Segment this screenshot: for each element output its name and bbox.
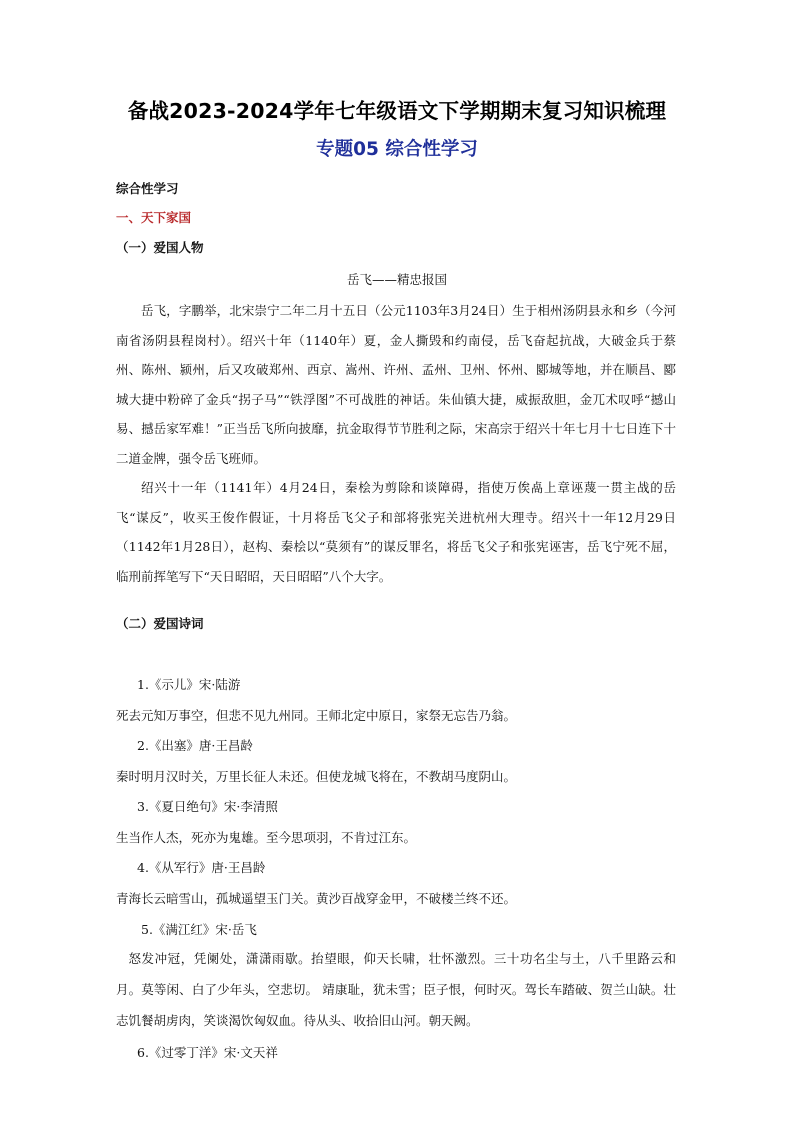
poem-text-block [116, 943, 676, 1036]
paragraph: 岳飞，字鹏举，北宋崇宁二年二月十五日（公元1103年3月24日）生于相州汤阴县永和乡（今河南省汤阴县程岗村）。绍兴十年（1140年）夏，金人撕毁和约南侵，岳飞奋起抗战，大破金兵于蔡州、陈州、颍州，后又攻破郑州、西京、嵩州、许州、孟州、卫州、怀州、郾城等地，并在顺昌、郾城大捷中粉碎了金兵“拐子马”“铁浮图”不可战胜的神话。朱仙镇大捷，威振敌胆，金兀术叹呼“撼山易、撼岳家军难！”正当岳飞所向披靡，抗金取得节节胜利之际，宋高宗于绍兴十年七月十七日连下十二道金牌，强令岳飞班师。 [116, 303, 676, 466]
document-title: 备战2023-2024学年七年级语文下学期期末复习知识梳理 [127, 99, 667, 123]
poem-title: 4.《从军行》唐·王昌龄 [137, 860, 266, 875]
poem-text: 生当作人杰，死亦为鬼雄。至今思项羽，不肯过江东。 [116, 830, 417, 845]
poem-title: 1.《示儿》宋·陆游 [137, 677, 241, 692]
poem-text: 青海长云暗雪山，孤城遥望玉门关。黄沙百战穿金甲，不破楼兰终不还。 [116, 891, 517, 906]
poem-title: 6.《过零丁洋》宋·文天祥 [137, 1045, 278, 1060]
subheading-patriotic-figures: （一）爱国人物 [116, 240, 204, 255]
poem-text: 死去元知万事空，但悲不见九州同。王师北定中原日，家祭无忘告乃翁。 [116, 708, 517, 723]
paragraph: 绍兴十一年（1141年）4月24日，秦桧为剪除和谈障碍，指使万俟卨上章诬蔑一贯主战的岳飞“谋反”，收买王俊作假证，十月将岳飞父子和部将张宪关进杭州大理寺。绍兴十一年12月29日（1142年1月28日），赵构、秦桧以“莫须有”的谋反罪名，将岳飞父子和张宪诬害，岳飞宁死不屈，临刑前挥笔写下“天日昭昭，天日昭昭”八个大字。 [116, 480, 676, 584]
document-subtitle: 专题05 综合性学习 [316, 139, 478, 160]
article-body [116, 296, 676, 591]
subheading-patriotic-poems: （二）爱国诗词 [116, 616, 204, 631]
poem-title: 2.《出塞》唐·王昌龄 [137, 738, 253, 753]
section-heading: 一、天下家国 [116, 210, 192, 225]
poem-title: 5.《满江红》宋·岳飞 [141, 922, 257, 937]
article-title: 岳飞——精忠报国 [346, 272, 447, 287]
section-label: 综合性学习 [116, 181, 179, 196]
poem-title: 3.《夏日绝句》宋·李清照 [137, 799, 278, 814]
poem-text: 秦时明月汉时关，万里长征人未还。但使龙城飞将在，不教胡马度阴山。 [116, 769, 517, 784]
poem-text: 怒发冲冠，凭阑处，潇潇雨歇。抬望眼，仰天长啸，壮怀激烈。三十功名尘与土，八千里路云和月。莫等闲、白了少年头，空悲切。 靖康耻，犹未雪；臣子恨，何时灭。驾长车踏破、贺兰山缺。壮志饥餐胡虏肉，笑谈渴饮匈奴血。待从头、收拾旧山河。朝天阙。 [116, 951, 676, 1028]
